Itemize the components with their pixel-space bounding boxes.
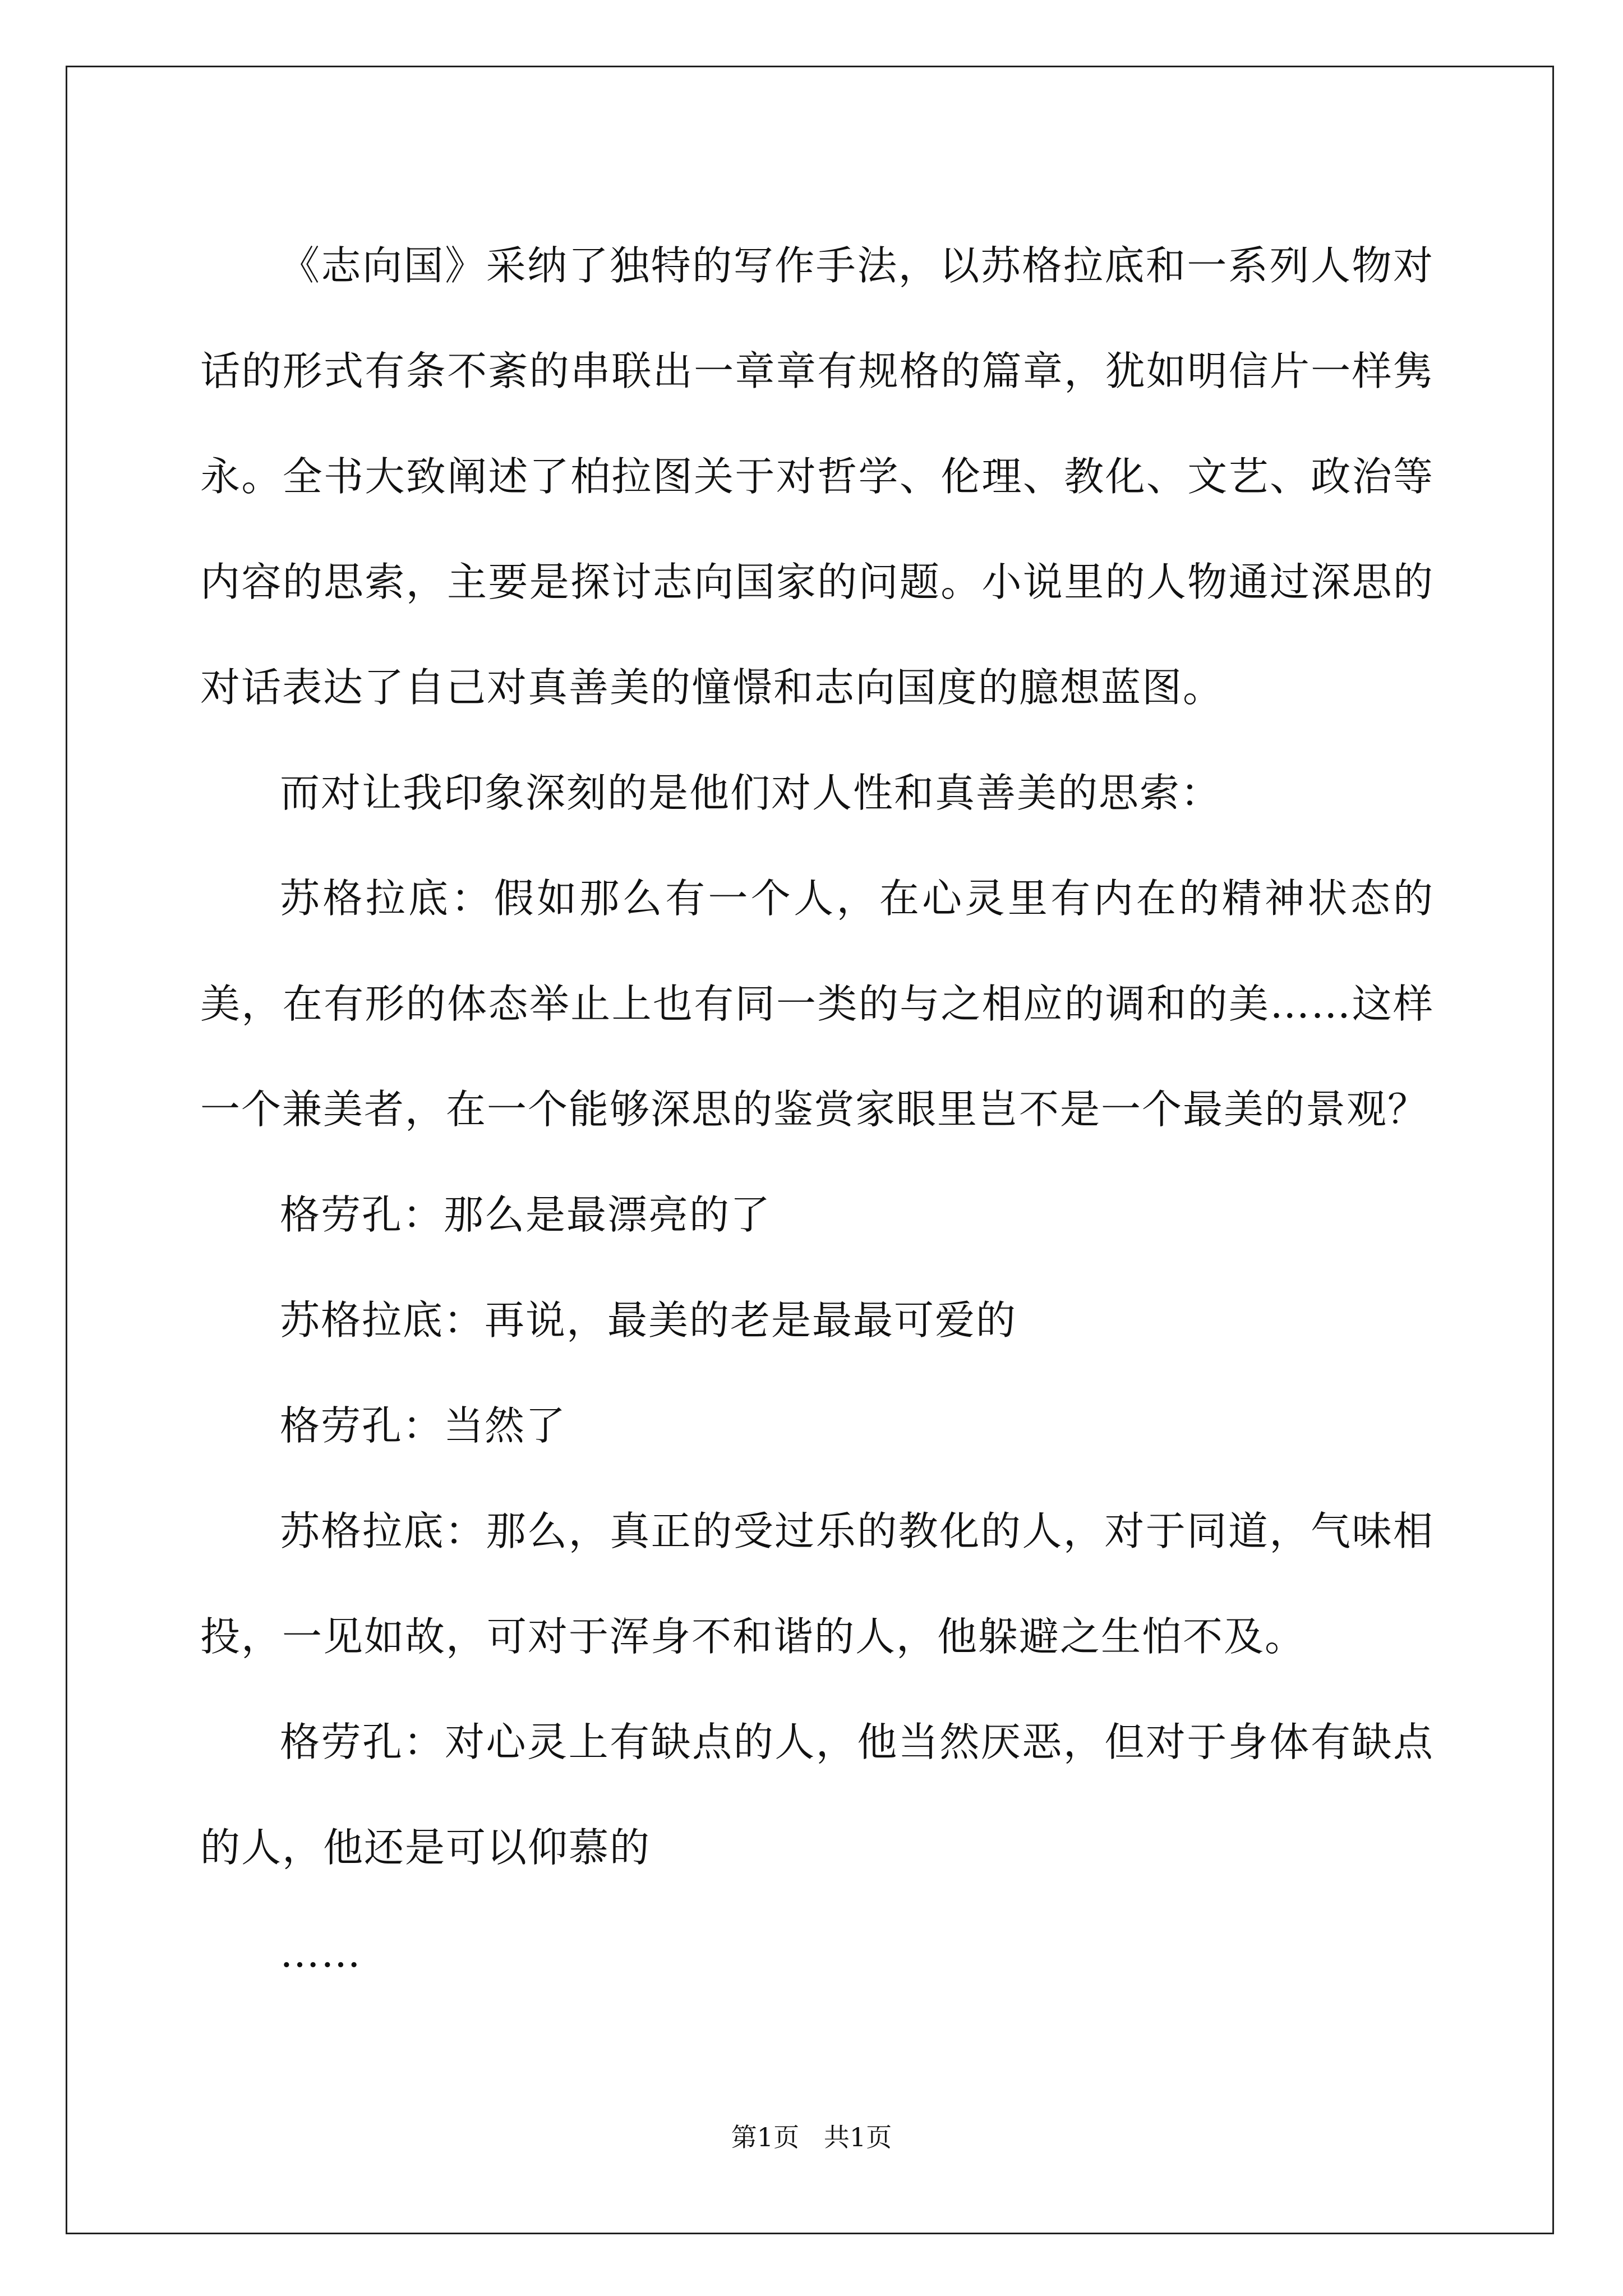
page-footer: 第1页 共1页 [731, 2122, 892, 2152]
dialogue-glaucon-2: 格劳孔：当然了 [280, 1402, 567, 1449]
dialogue-glaucon-3: 格劳孔：对心灵上有缺点的人，他当然厌恶，但对于身体有缺点的人，他还是可以仰慕的 [200, 1719, 1434, 1871]
paragraph-intro: 《志向国》采纳了独特的写作手法，以苏格拉底和一系列人物对话的形式有条不紊的串联出一章章有规格的篇章，犹如明信片一样隽永。全书大致阐述了柏拉图关于对哲学、伦理、教化、文艺、政治等内容的思索，主要是探讨志向国家的问题。小说里的人物通过深思的对话表达了自己对真善美的憧憬和志向国度的臆想蓝图。 [200, 242, 1434, 711]
document-body [200, 213, 1434, 2006]
dialogue-socrates-3: 苏格拉底：那么，真正的受过乐的教化的人，对于同道，气味相投，一见如故，可对于浑身不和谐的人，他躲避之生怕不及。 [200, 1508, 1434, 1660]
paragraph-impression: 而对让我印象深刻的是他们对人性和真善美的思索： [280, 770, 1222, 816]
dialogue-glaucon-1: 格劳孔：那么是最漂亮的了 [280, 1191, 772, 1238]
dialogue-socrates-2: 苏格拉底：再说，最美的老是最最可爱的 [280, 1297, 1017, 1343]
dialogue-socrates-1: 苏格拉底：假如那么有一个人，在心灵里有内在的精神状态的美，在有形的体态举止上也有同一类的与之相应的调和的美……这样一个兼美者，在一个能够深思的鉴赏家眼里岂不是一个最美的景观？ [200, 875, 1434, 1133]
ellipsis-paragraph: …… [280, 1930, 362, 1976]
